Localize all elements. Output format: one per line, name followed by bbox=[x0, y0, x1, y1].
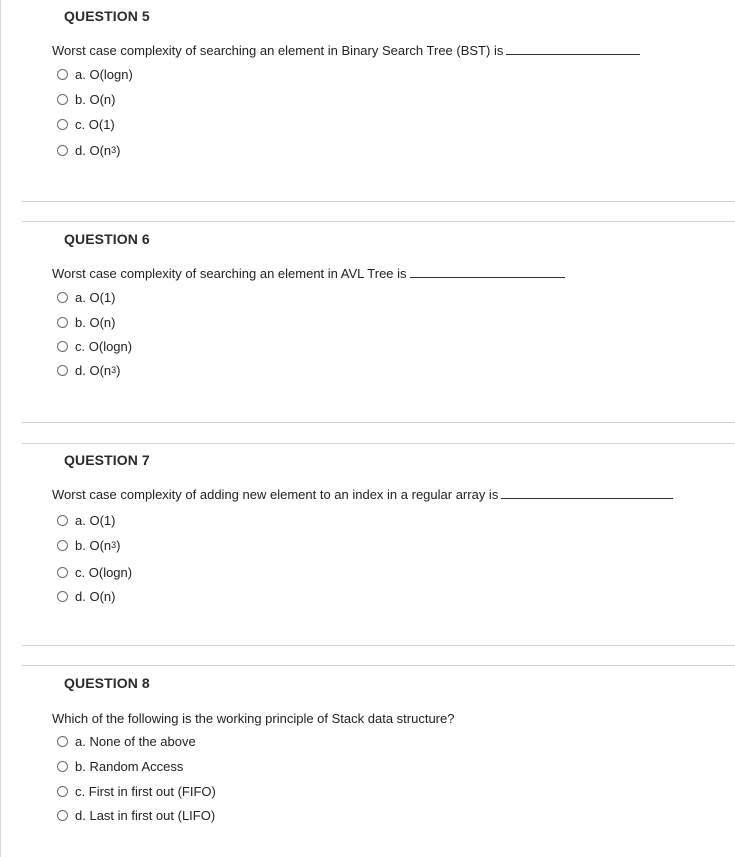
radio-button[interactable] bbox=[57, 786, 68, 797]
option-value: First in first out (FIFO) bbox=[88, 783, 216, 799]
question-divider bbox=[22, 201, 735, 202]
question-divider bbox=[22, 221, 735, 222]
option-value: O(logn) bbox=[88, 338, 133, 354]
option-value: Random Access bbox=[89, 758, 184, 774]
radio-button[interactable] bbox=[57, 69, 68, 80]
option-value: O(n) bbox=[89, 588, 116, 604]
question-text bbox=[52, 43, 640, 58]
option-b[interactable] bbox=[57, 313, 115, 331]
option-b[interactable] bbox=[57, 536, 121, 554]
option-c[interactable] bbox=[57, 563, 132, 581]
answer-blank bbox=[506, 53, 640, 55]
option-letter: b. bbox=[75, 91, 86, 107]
option-letter: c. bbox=[75, 564, 86, 580]
question-title: QUESTION 8 bbox=[64, 675, 150, 691]
radio-button[interactable] bbox=[57, 540, 68, 551]
question-divider bbox=[22, 645, 735, 646]
radio-button[interactable] bbox=[57, 810, 68, 821]
option-value: O(n bbox=[89, 142, 112, 158]
option-close: ) bbox=[116, 142, 121, 158]
radio-button[interactable] bbox=[57, 292, 68, 303]
option-d[interactable] bbox=[57, 141, 121, 159]
question-text bbox=[52, 266, 565, 281]
question-prompt: Worst case complexity of searching an element in AVL Tree is bbox=[52, 266, 407, 281]
radio-button[interactable] bbox=[57, 341, 68, 352]
option-c[interactable] bbox=[57, 115, 115, 133]
radio-button[interactable] bbox=[57, 591, 68, 602]
option-superscript: 3 bbox=[111, 365, 117, 375]
option-letter: a. bbox=[75, 733, 86, 749]
option-close: ) bbox=[116, 537, 121, 553]
option-letter: c. bbox=[75, 338, 86, 354]
option-letter: c. bbox=[75, 116, 86, 132]
option-superscript: 3 bbox=[111, 540, 117, 550]
option-letter: c. bbox=[75, 783, 86, 799]
option-value: O(n) bbox=[89, 314, 116, 330]
option-letter: d. bbox=[75, 807, 86, 823]
option-value: O(logn) bbox=[89, 66, 133, 82]
option-b[interactable] bbox=[57, 757, 183, 775]
option-a[interactable] bbox=[57, 511, 115, 529]
option-letter: b. bbox=[75, 758, 86, 774]
option-close: ) bbox=[116, 362, 121, 378]
option-value: O(n bbox=[89, 537, 112, 553]
radio-button[interactable] bbox=[57, 365, 68, 376]
option-value: O(1) bbox=[89, 512, 116, 528]
page-left-border bbox=[0, 0, 1, 857]
radio-button[interactable] bbox=[57, 567, 68, 578]
option-letter: a. bbox=[75, 289, 86, 305]
answer-blank bbox=[501, 497, 673, 499]
option-letter: d. bbox=[75, 142, 86, 158]
question-text bbox=[52, 711, 454, 726]
option-value: O(logn) bbox=[88, 564, 133, 580]
option-letter: b. bbox=[75, 314, 86, 330]
question-divider bbox=[22, 443, 735, 444]
option-value: O(n) bbox=[89, 91, 116, 107]
option-value: O(n bbox=[89, 362, 112, 378]
option-superscript: 3 bbox=[111, 145, 117, 155]
answer-blank bbox=[410, 276, 565, 278]
option-letter: d. bbox=[75, 362, 86, 378]
option-value: O(1) bbox=[89, 289, 116, 305]
question-title: QUESTION 6 bbox=[64, 231, 150, 247]
question-prompt: Which of the following is the working principle of Stack data structure? bbox=[52, 711, 455, 726]
option-letter: d. bbox=[75, 588, 86, 604]
question-prompt: Worst case complexity of searching an element in Binary Search Tree (BST) is bbox=[52, 43, 504, 58]
radio-button[interactable] bbox=[57, 317, 68, 328]
question-divider bbox=[22, 665, 735, 666]
radio-button[interactable] bbox=[57, 94, 68, 105]
option-c[interactable] bbox=[57, 782, 216, 800]
option-letter: a. bbox=[75, 66, 86, 82]
option-a[interactable] bbox=[57, 65, 133, 83]
radio-button[interactable] bbox=[57, 736, 68, 747]
question-divider bbox=[22, 422, 735, 423]
option-d[interactable] bbox=[57, 361, 121, 379]
radio-button[interactable] bbox=[57, 145, 68, 156]
option-a[interactable] bbox=[57, 732, 196, 750]
radio-button[interactable] bbox=[57, 515, 68, 526]
option-c[interactable] bbox=[57, 337, 132, 355]
radio-button[interactable] bbox=[57, 119, 68, 130]
option-value: O(1) bbox=[88, 116, 115, 132]
radio-button[interactable] bbox=[57, 761, 68, 772]
option-letter: b. bbox=[75, 537, 86, 553]
option-value: None of the above bbox=[89, 733, 196, 749]
question-title: QUESTION 5 bbox=[64, 8, 150, 24]
question-text bbox=[52, 487, 673, 502]
option-letter: a. bbox=[75, 512, 86, 528]
option-d[interactable] bbox=[57, 587, 115, 605]
option-b[interactable] bbox=[57, 90, 115, 108]
question-title: QUESTION 7 bbox=[64, 452, 150, 468]
question-prompt: Worst case complexity of adding new element to an index in a regular array is bbox=[52, 487, 499, 502]
option-d[interactable] bbox=[57, 806, 215, 824]
option-a[interactable] bbox=[57, 288, 115, 306]
option-value: Last in first out (LIFO) bbox=[89, 807, 216, 823]
